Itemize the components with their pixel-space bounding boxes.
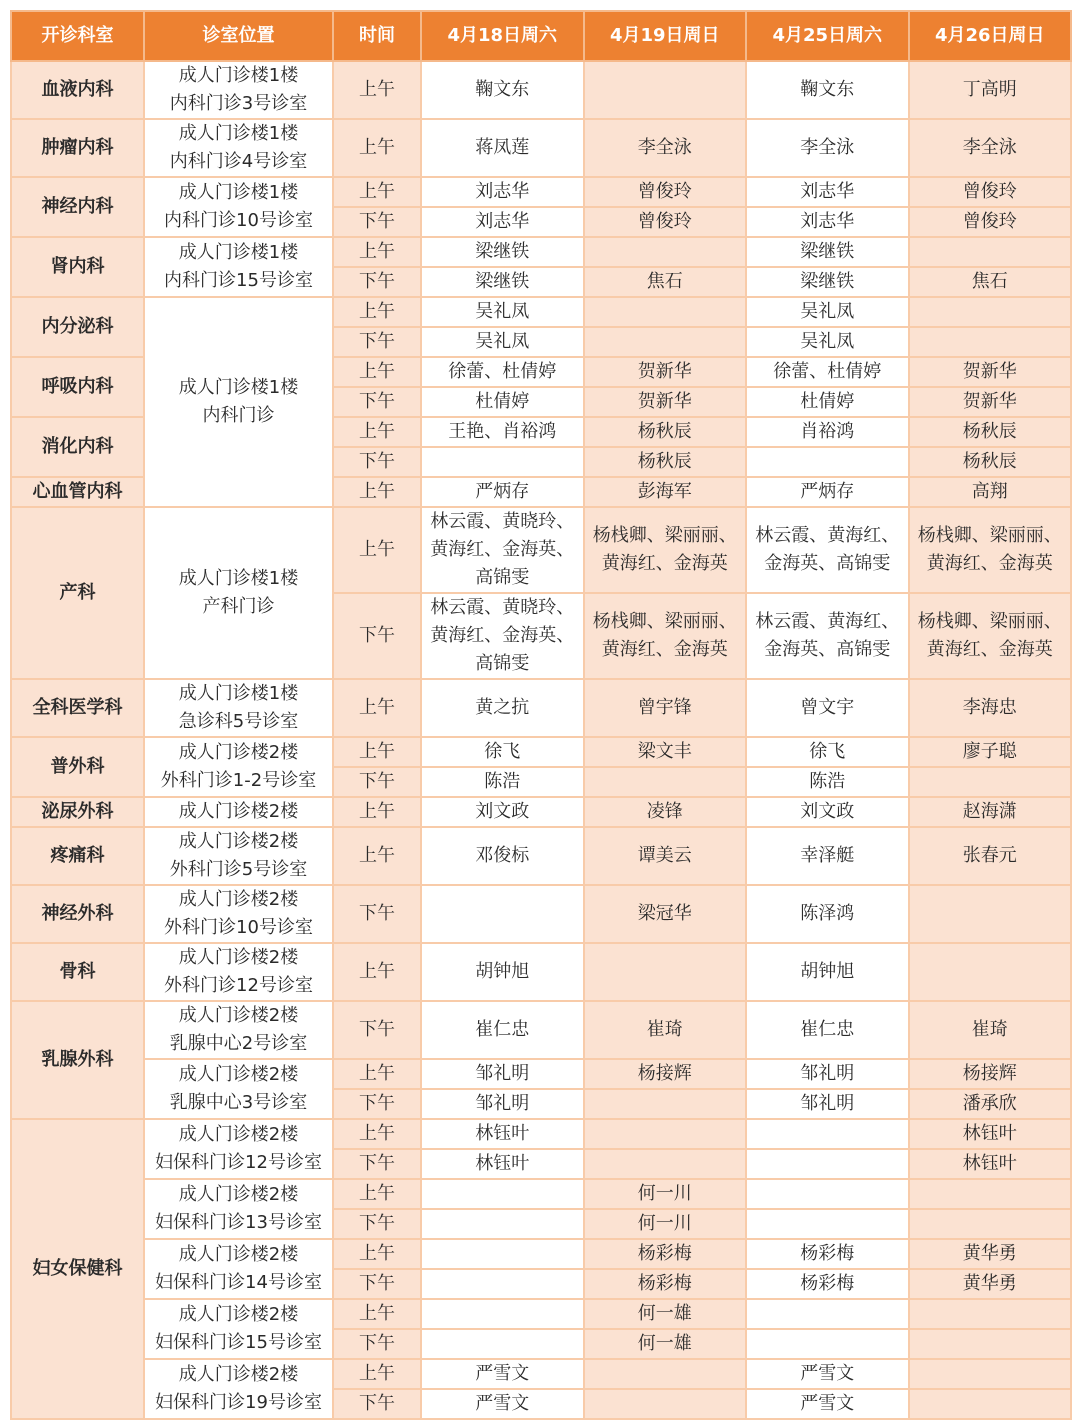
header-day (584, 11, 747, 61)
time-cell: 下午 (333, 387, 421, 417)
doctor-cell: 崔琦 (584, 1001, 747, 1059)
doctor-cell: 陈泽鸿 (746, 885, 909, 943)
header-day (746, 11, 909, 61)
table-row (11, 177, 1071, 207)
table-row (11, 943, 1071, 1001)
doctor-cell: 谭美云 (584, 827, 747, 885)
doctor-cell: 曾俊玲 (909, 207, 1072, 237)
doctor-cell: 林云霞、黄海红、 金海英、高锦雯 (746, 593, 909, 679)
location-cell: 成人门诊楼1楼 内科门诊4号诊室 (144, 119, 333, 177)
header-date: 4月19日 (609, 25, 684, 46)
time-cell: 上午 (333, 1299, 421, 1329)
table-row (11, 507, 1071, 593)
header-department: 开诊科室 (11, 11, 144, 61)
doctor-cell: 陈浩 (421, 767, 584, 797)
department-cell: 呼吸内科 (11, 357, 144, 417)
location-cell: 成人门诊楼1楼 内科门诊 (144, 297, 333, 507)
table-row (11, 297, 1071, 327)
doctor-cell: 邹礼明 (421, 1089, 584, 1119)
doctor-cell (421, 1329, 584, 1359)
location-cell: 成人门诊楼1楼 内科门诊10号诊室 (144, 177, 333, 237)
doctor-cell: 何一雄 (584, 1329, 747, 1359)
doctor-cell (909, 1209, 1072, 1239)
doctor-cell (584, 1119, 747, 1149)
header-date: 4月18日 (447, 25, 522, 46)
time-cell: 下午 (333, 1001, 421, 1059)
department-cell: 神经外科 (11, 885, 144, 943)
time-cell: 上午 (333, 827, 421, 885)
doctor-cell: 崔琦 (909, 1001, 1072, 1059)
doctor-cell: 刘志华 (421, 177, 584, 207)
doctor-cell: 徐蕾、杜倩婷 (421, 357, 584, 387)
location-cell: 成人门诊楼2楼 (144, 797, 333, 827)
table-header-row (11, 11, 1071, 61)
doctor-cell: 肖裕鸿 (746, 417, 909, 447)
time-cell: 上午 (333, 477, 421, 507)
doctor-cell: 梁继铁 (746, 267, 909, 297)
doctor-cell (909, 1359, 1072, 1389)
doctor-cell (909, 327, 1072, 357)
time-cell: 上午 (333, 737, 421, 767)
doctor-cell (909, 1299, 1072, 1329)
doctor-cell: 曾俊玲 (584, 207, 747, 237)
doctor-cell (584, 1149, 747, 1179)
doctor-cell (584, 1389, 747, 1419)
time-cell: 上午 (333, 357, 421, 387)
doctor-cell: 严雪文 (421, 1359, 584, 1389)
department-cell: 心血管内科 (11, 477, 144, 507)
doctor-cell: 严雪文 (746, 1389, 909, 1419)
doctor-cell: 刘文政 (746, 797, 909, 827)
doctor-cell: 曾宇锋 (584, 679, 747, 737)
doctor-cell: 林云霞、黄海红、 金海英、高锦雯 (746, 507, 909, 593)
doctor-cell: 贺新华 (909, 357, 1072, 387)
doctor-cell (909, 1389, 1072, 1419)
doctor-cell (584, 237, 747, 267)
doctor-cell: 贺新华 (909, 387, 1072, 417)
doctor-cell: 廖子聪 (909, 737, 1072, 767)
doctor-cell: 杨接辉 (584, 1059, 747, 1089)
doctor-cell: 黄之抗 (421, 679, 584, 737)
doctor-cell: 贺新华 (584, 387, 747, 417)
time-cell: 下午 (333, 1149, 421, 1179)
department-cell: 肿瘤内科 (11, 119, 144, 177)
time-cell: 下午 (333, 593, 421, 679)
doctor-cell: 何一川 (584, 1179, 747, 1209)
doctor-cell: 林钰叶 (909, 1119, 1072, 1149)
department-cell: 产科 (11, 507, 144, 679)
doctor-cell: 鞠文东 (746, 61, 909, 119)
doctor-cell (584, 767, 747, 797)
doctor-cell: 杨栈卿、梁丽丽、 黄海红、金海英 (909, 593, 1072, 679)
doctor-cell (746, 447, 909, 477)
doctor-cell: 李全泳 (584, 119, 747, 177)
header-location: 诊室位置 (144, 11, 333, 61)
department-cell: 全科医学科 (11, 679, 144, 737)
department-cell: 神经内科 (11, 177, 144, 237)
doctor-cell: 杨彩梅 (746, 1239, 909, 1269)
doctor-cell: 林钰叶 (421, 1119, 584, 1149)
time-cell: 上午 (333, 797, 421, 827)
doctor-cell: 梁文丰 (584, 737, 747, 767)
doctor-cell (909, 1179, 1072, 1209)
doctor-cell: 赵海潇 (909, 797, 1072, 827)
table-row (11, 1059, 1071, 1089)
time-cell: 下午 (333, 1089, 421, 1119)
doctor-cell: 林钰叶 (909, 1149, 1072, 1179)
doctor-cell: 杨秋辰 (584, 417, 747, 447)
doctor-cell (746, 1209, 909, 1239)
time-cell: 下午 (333, 885, 421, 943)
doctor-cell: 严雪文 (746, 1359, 909, 1389)
department-cell: 肾内科 (11, 237, 144, 297)
doctor-cell: 严炳存 (421, 477, 584, 507)
header-time: 时间 (333, 11, 421, 61)
doctor-cell: 蒋凤莲 (421, 119, 584, 177)
doctor-cell: 吴礼凤 (746, 327, 909, 357)
department-cell: 骨科 (11, 943, 144, 1001)
doctor-cell: 邹礼明 (746, 1089, 909, 1119)
table-row (11, 237, 1071, 267)
header-weekday: 周日 (1008, 25, 1045, 46)
header-date: 4月26日 (934, 25, 1009, 46)
time-cell: 上午 (333, 237, 421, 267)
location-cell: 成人门诊楼2楼 妇保科门诊13号诊室 (144, 1179, 333, 1239)
doctor-cell (909, 767, 1072, 797)
doctor-cell (421, 1209, 584, 1239)
department-cell: 妇女保健科 (11, 1119, 144, 1419)
clinic-schedule-table (10, 10, 1072, 1420)
doctor-cell: 鞠文东 (421, 61, 584, 119)
doctor-cell: 曾文宇 (746, 679, 909, 737)
doctor-cell: 李海忠 (909, 679, 1072, 737)
doctor-cell: 丁高明 (909, 61, 1072, 119)
doctor-cell: 焦石 (909, 267, 1072, 297)
location-cell: 成人门诊楼2楼 外科门诊10号诊室 (144, 885, 333, 943)
doctor-cell: 刘志华 (746, 207, 909, 237)
doctor-cell (909, 297, 1072, 327)
header-day (909, 11, 1072, 61)
time-cell: 上午 (333, 1119, 421, 1149)
time-cell: 下午 (333, 267, 421, 297)
doctor-cell: 杜倩婷 (421, 387, 584, 417)
doctor-cell: 徐飞 (746, 737, 909, 767)
doctor-cell (909, 885, 1072, 943)
doctor-cell: 梁冠华 (584, 885, 747, 943)
time-cell: 上午 (333, 1239, 421, 1269)
doctor-cell (421, 1299, 584, 1329)
doctor-cell: 邓俊标 (421, 827, 584, 885)
header-weekday: 周日 (683, 25, 720, 46)
time-cell: 上午 (333, 507, 421, 593)
table-row (11, 61, 1071, 119)
doctor-cell: 吴礼凤 (421, 297, 584, 327)
location-cell: 成人门诊楼1楼 内科门诊3号诊室 (144, 61, 333, 119)
doctor-cell: 徐蕾、杜倩婷 (746, 357, 909, 387)
time-cell: 下午 (333, 767, 421, 797)
doctor-cell: 何一川 (584, 1209, 747, 1239)
table-row (11, 737, 1071, 767)
location-cell: 成人门诊楼1楼 急诊科5号诊室 (144, 679, 333, 737)
time-cell: 上午 (333, 679, 421, 737)
time-cell: 上午 (333, 1179, 421, 1209)
header-weekday: 周六 (521, 25, 558, 46)
doctor-cell (584, 1089, 747, 1119)
table-row (11, 1119, 1071, 1149)
doctor-cell (584, 327, 747, 357)
department-cell: 泌尿外科 (11, 797, 144, 827)
location-cell: 成人门诊楼2楼 乳腺中心2号诊室 (144, 1001, 333, 1059)
department-cell: 内分泌科 (11, 297, 144, 357)
location-cell: 成人门诊楼1楼 内科门诊15号诊室 (144, 237, 333, 297)
table-row (11, 679, 1071, 737)
doctor-cell: 杨秋辰 (909, 447, 1072, 477)
doctor-cell: 张春元 (909, 827, 1072, 885)
doctor-cell (909, 237, 1072, 267)
doctor-cell: 邹礼明 (746, 1059, 909, 1089)
time-cell: 下午 (333, 1389, 421, 1419)
doctor-cell: 何一雄 (584, 1299, 747, 1329)
doctor-cell (421, 447, 584, 477)
location-cell: 成人门诊楼2楼 外科门诊1-2号诊室 (144, 737, 333, 797)
time-cell: 上午 (333, 61, 421, 119)
table-row (11, 1001, 1071, 1059)
doctor-cell: 潘承欣 (909, 1089, 1072, 1119)
doctor-cell: 杨秋辰 (909, 417, 1072, 447)
doctor-cell (746, 1299, 909, 1329)
doctor-cell: 杨栈卿、梁丽丽、 黄海红、金海英 (909, 507, 1072, 593)
location-cell: 成人门诊楼2楼 妇保科门诊15号诊室 (144, 1299, 333, 1359)
table-row (11, 1239, 1071, 1269)
table-row (11, 797, 1071, 827)
header-date: 4月25日 (772, 25, 847, 46)
doctor-cell: 曾俊玲 (584, 177, 747, 207)
doctor-cell (584, 297, 747, 327)
doctor-cell: 杨彩梅 (746, 1269, 909, 1299)
doctor-cell: 黄华勇 (909, 1239, 1072, 1269)
doctor-cell: 杜倩婷 (746, 387, 909, 417)
time-cell: 下午 (333, 447, 421, 477)
doctor-cell: 杨接辉 (909, 1059, 1072, 1089)
doctor-cell (584, 61, 747, 119)
table-row (11, 119, 1071, 177)
doctor-cell: 徐飞 (421, 737, 584, 767)
doctor-cell: 凌锋 (584, 797, 747, 827)
location-cell: 成人门诊楼2楼 乳腺中心3号诊室 (144, 1059, 333, 1119)
doctor-cell: 杨秋辰 (584, 447, 747, 477)
table-row (11, 827, 1071, 885)
table-row (11, 1179, 1071, 1209)
time-cell: 下午 (333, 1209, 421, 1239)
table-row (11, 1359, 1071, 1389)
doctor-cell: 胡钟旭 (746, 943, 909, 1001)
header-weekday: 周六 (846, 25, 883, 46)
time-cell: 下午 (333, 1329, 421, 1359)
doctor-cell: 刘志华 (421, 207, 584, 237)
location-cell: 成人门诊楼2楼 妇保科门诊19号诊室 (144, 1359, 333, 1419)
doctor-cell (746, 1119, 909, 1149)
doctor-cell (421, 1239, 584, 1269)
table-row (11, 885, 1071, 943)
doctor-cell: 梁继铁 (421, 267, 584, 297)
doctor-cell: 彭海军 (584, 477, 747, 507)
time-cell: 上午 (333, 1359, 421, 1389)
department-cell: 乳腺外科 (11, 1001, 144, 1119)
time-cell: 上午 (333, 417, 421, 447)
doctor-cell: 焦石 (584, 267, 747, 297)
doctor-cell: 杨彩梅 (584, 1239, 747, 1269)
doctor-cell: 曾俊玲 (909, 177, 1072, 207)
doctor-cell (421, 885, 584, 943)
header-day (421, 11, 584, 61)
time-cell: 下午 (333, 1269, 421, 1299)
doctor-cell: 严炳存 (746, 477, 909, 507)
doctor-cell: 胡钟旭 (421, 943, 584, 1001)
department-cell: 血液内科 (11, 61, 144, 119)
doctor-cell: 幸泽艇 (746, 827, 909, 885)
time-cell: 上午 (333, 119, 421, 177)
doctor-cell: 林云霞、黄晓玲、 黄海红、金海英、 高锦雯 (421, 507, 584, 593)
doctor-cell (746, 1149, 909, 1179)
doctor-cell: 梁继铁 (421, 237, 584, 267)
doctor-cell (584, 1359, 747, 1389)
doctor-cell: 严雪文 (421, 1389, 584, 1419)
doctor-cell: 杨栈卿、梁丽丽、 黄海红、金海英 (584, 593, 747, 679)
doctor-cell (909, 943, 1072, 1001)
time-cell: 下午 (333, 327, 421, 357)
doctor-cell (746, 1179, 909, 1209)
doctor-cell: 高翔 (909, 477, 1072, 507)
doctor-cell: 陈浩 (746, 767, 909, 797)
time-cell: 上午 (333, 943, 421, 1001)
doctor-cell: 崔仁忠 (746, 1001, 909, 1059)
location-cell: 成人门诊楼2楼 妇保科门诊14号诊室 (144, 1239, 333, 1299)
doctor-cell: 林钰叶 (421, 1149, 584, 1179)
time-cell: 下午 (333, 207, 421, 237)
doctor-cell: 吴礼凤 (421, 327, 584, 357)
doctor-cell: 李全泳 (909, 119, 1072, 177)
doctor-cell: 崔仁忠 (421, 1001, 584, 1059)
doctor-cell (421, 1269, 584, 1299)
doctor-cell: 邹礼明 (421, 1059, 584, 1089)
location-cell: 成人门诊楼2楼 妇保科门诊12号诊室 (144, 1119, 333, 1179)
doctor-cell: 吴礼凤 (746, 297, 909, 327)
doctor-cell: 林云霞、黄晓玲、 黄海红、金海英、 高锦雯 (421, 593, 584, 679)
table-row (11, 1299, 1071, 1329)
doctor-cell: 杨栈卿、梁丽丽、 黄海红、金海英 (584, 507, 747, 593)
doctor-cell (909, 1329, 1072, 1359)
time-cell: 上午 (333, 177, 421, 207)
doctor-cell (584, 943, 747, 1001)
location-cell: 成人门诊楼2楼 外科门诊12号诊室 (144, 943, 333, 1001)
location-cell: 成人门诊楼2楼 外科门诊5号诊室 (144, 827, 333, 885)
time-cell: 上午 (333, 297, 421, 327)
department-cell: 消化内科 (11, 417, 144, 477)
doctor-cell: 贺新华 (584, 357, 747, 387)
doctor-cell: 杨彩梅 (584, 1269, 747, 1299)
time-cell: 上午 (333, 1059, 421, 1089)
doctor-cell: 刘志华 (746, 177, 909, 207)
doctor-cell: 刘文政 (421, 797, 584, 827)
location-cell: 成人门诊楼1楼 产科门诊 (144, 507, 333, 679)
doctor-cell: 王艳、肖裕鸿 (421, 417, 584, 447)
doctor-cell: 黄华勇 (909, 1269, 1072, 1299)
doctor-cell (421, 1179, 584, 1209)
department-cell: 普外科 (11, 737, 144, 797)
doctor-cell: 李全泳 (746, 119, 909, 177)
doctor-cell: 梁继铁 (746, 237, 909, 267)
doctor-cell (746, 1329, 909, 1359)
department-cell: 疼痛科 (11, 827, 144, 885)
